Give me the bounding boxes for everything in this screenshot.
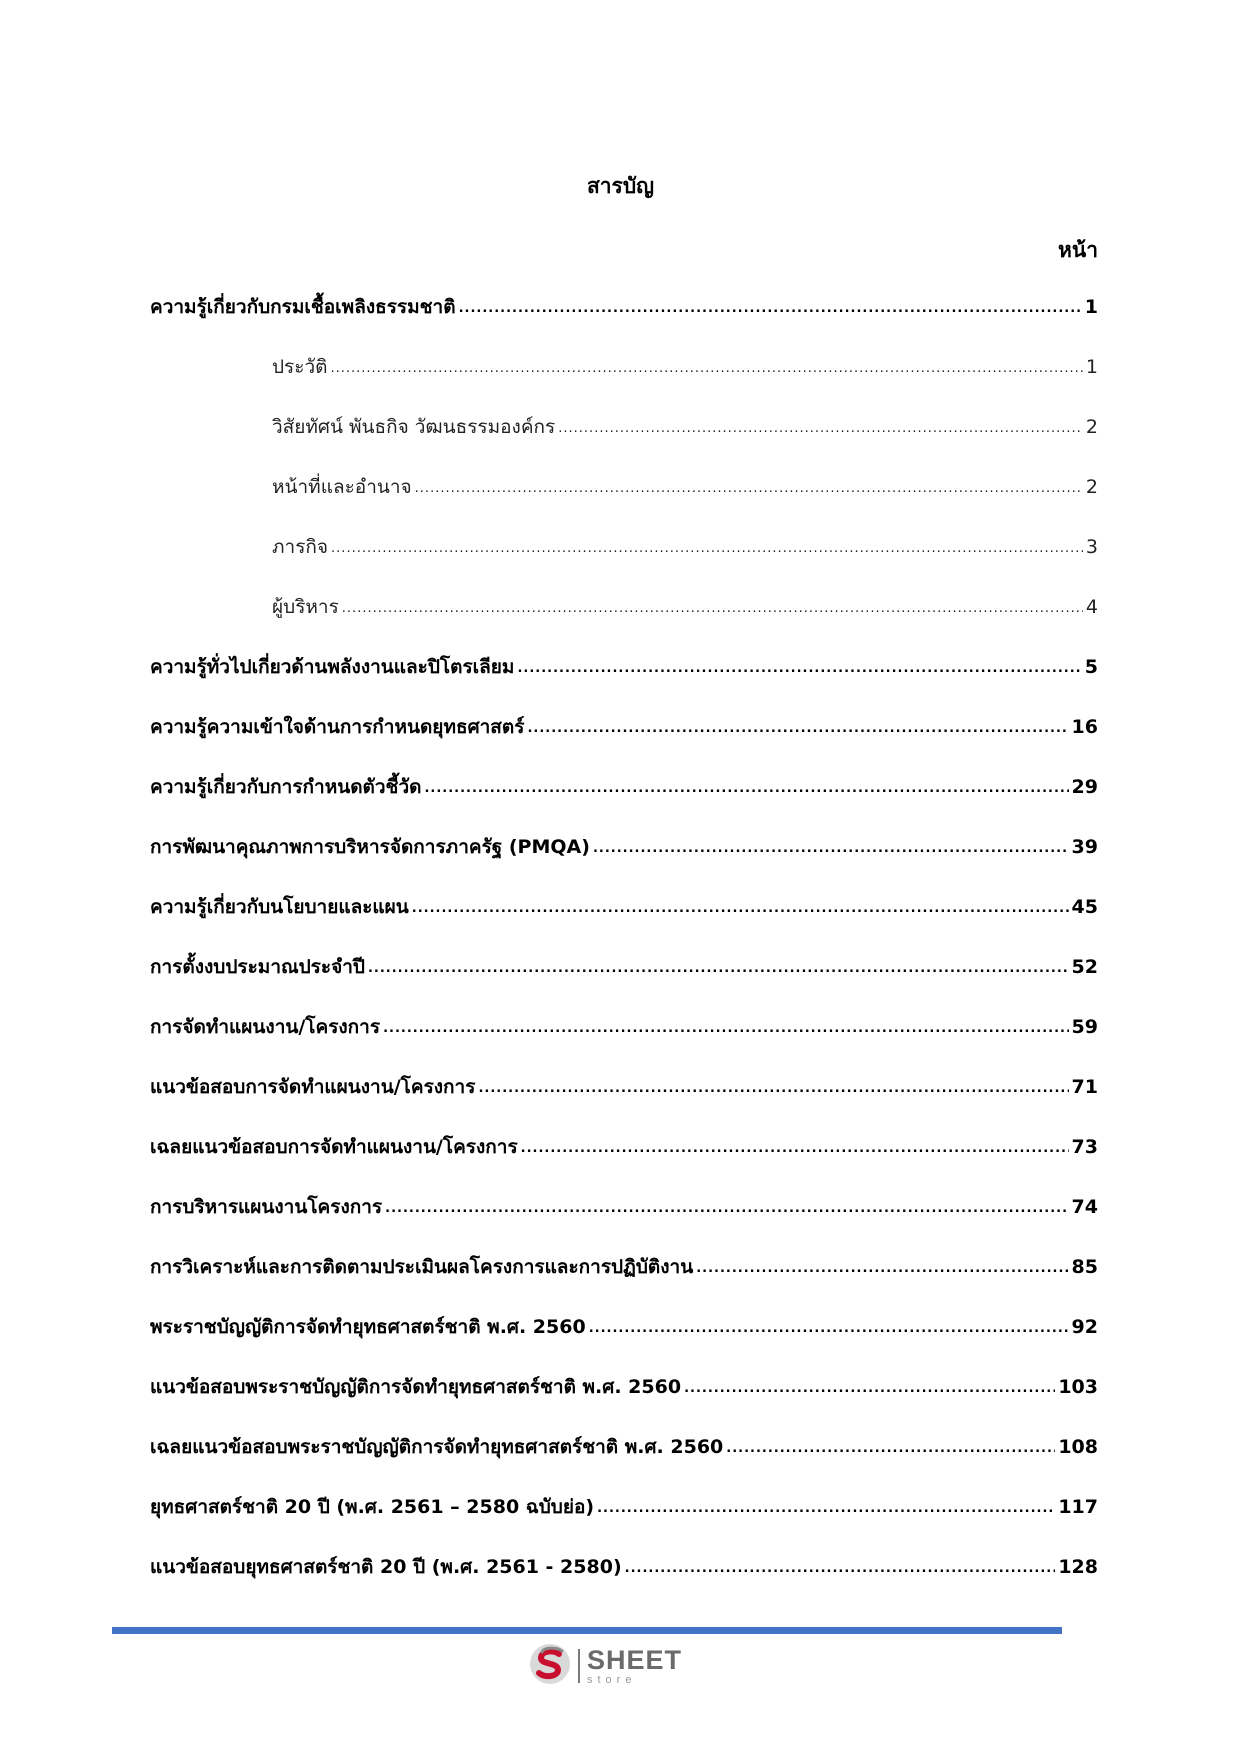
toc-entry-label: พระราชบัญญัติการจัดทำยุทธศาสตร์ชาติ พ.ศ. 2560 xyxy=(150,1316,586,1338)
toc-entry-page: 29 xyxy=(1071,776,1098,798)
toc-entry-label: การจัดทำแผนงาน/โครงการ xyxy=(150,1016,381,1038)
toc-entry-page: 103 xyxy=(1058,1376,1098,1398)
toc-entry-page: 128 xyxy=(1058,1556,1098,1578)
toc-dot-leader xyxy=(589,1314,1069,1344)
toc-entry[interactable] xyxy=(150,772,1098,802)
toc-entry-label: ประวัติ xyxy=(272,356,328,378)
toc-dot-leader xyxy=(527,714,1068,744)
toc-entry[interactable] xyxy=(150,952,1098,982)
logo-sub-text: store xyxy=(587,1673,637,1686)
toc-dot-leader xyxy=(368,954,1069,984)
toc-entry-page: 5 xyxy=(1084,656,1098,678)
toc-dot-leader xyxy=(597,1494,1055,1524)
toc-entry-page: 39 xyxy=(1071,836,1098,858)
toc-subentry[interactable] xyxy=(272,412,1098,442)
toc-subentry[interactable] xyxy=(272,532,1098,562)
toc-entry-label: เฉลยแนวข้อสอบพระราชบัญญัติการจัดทำยุทธศาสตร์ชาติ พ.ศ. 2560 xyxy=(150,1436,724,1458)
toc-entry-label: ภารกิจ xyxy=(272,536,329,558)
toc-entry-label: ความรู้เกี่ยวกับกรมเชื้อเพลิงธรรมชาติ xyxy=(150,296,456,318)
toc-dot-leader xyxy=(521,1134,1069,1164)
toc-entry-page: 4 xyxy=(1085,596,1098,618)
toc-dot-leader xyxy=(412,894,1069,924)
sheetstore-logo xyxy=(528,1644,682,1688)
footer-divider-rule xyxy=(112,1627,1062,1634)
toc-entry[interactable] xyxy=(150,1552,1098,1582)
toc-entry-label: หน้าที่และอำนาจ xyxy=(272,476,412,498)
toc-entry-label: การบริหารแผนงานโครงการ xyxy=(150,1196,383,1218)
toc-entry-page: 52 xyxy=(1071,956,1098,978)
toc-entry[interactable] xyxy=(150,832,1098,862)
toc-entry[interactable] xyxy=(150,1012,1098,1042)
toc-entry-page: 16 xyxy=(1071,716,1098,738)
toc-subentry[interactable] xyxy=(272,352,1098,382)
toc-entry-label: เฉลยแนวข้อสอบการจัดทำแผนงาน/โครงการ xyxy=(150,1136,518,1158)
toc-entry-page: 1 xyxy=(1085,356,1098,378)
toc-dot-leader xyxy=(558,414,1083,444)
toc-entry-page: 85 xyxy=(1071,1256,1098,1278)
toc-entry-label: ความรู้เกี่ยวกับการกำหนดตัวชี้วัด xyxy=(150,776,422,798)
toc-entry-page: 2 xyxy=(1085,416,1098,438)
logo-wordmark xyxy=(587,1644,683,1686)
toc-entry-label: การวิเคราะห์และการติดตามประเมินผลโครงการและการปฏิบัติงาน xyxy=(150,1256,694,1278)
toc-entry-label: ความรู้ทั่วไปเกี่ยวด้านพลังงานและปิโตรเลียม xyxy=(150,656,515,678)
logo-brand-text: SHEET xyxy=(587,1644,683,1675)
toc-entry-page: 92 xyxy=(1071,1316,1098,1338)
toc-entry-page: 45 xyxy=(1071,896,1098,918)
toc-dot-leader xyxy=(342,594,1083,624)
toc-dot-leader xyxy=(385,1194,1068,1224)
toc-dot-leader xyxy=(726,1434,1055,1464)
toc-entry-page: 3 xyxy=(1085,536,1098,558)
toc-entry-label: การตั้งงบประมาณประจำปี xyxy=(150,956,365,978)
toc-entry-label: การพัฒนาคุณภาพการบริหารจัดการภาครัฐ (PMQA) xyxy=(150,836,590,858)
toc-entry-label: ผู้บริหาร xyxy=(272,596,339,618)
toc-entry-page: 73 xyxy=(1071,1136,1098,1158)
toc-entry[interactable] xyxy=(150,1072,1098,1102)
toc-subentry[interactable] xyxy=(272,472,1098,502)
toc-entry-label: แนวข้อสอบยุทธศาสตร์ชาติ 20 ปี (พ.ศ. 2561 - 2580) xyxy=(150,1556,622,1578)
toc-entry[interactable] xyxy=(150,1132,1098,1162)
toc-entry-label: ความรู้เกี่ยวกับนโยบายและแผน xyxy=(150,896,409,918)
toc-entry-page: 59 xyxy=(1071,1016,1098,1038)
toc-dot-leader xyxy=(424,774,1068,804)
toc-dot-leader xyxy=(517,654,1081,684)
toc-entry-label: วิสัยทัศน์ พันธกิจ วัฒนธรรมองค์กร xyxy=(272,416,556,438)
toc-entry-page: 108 xyxy=(1058,1436,1098,1458)
sheetstore-s-logo-icon xyxy=(528,1642,572,1690)
logo-divider xyxy=(578,1649,580,1683)
toc-entry[interactable] xyxy=(150,1492,1098,1522)
toc-dot-leader xyxy=(593,834,1069,864)
toc-dot-leader xyxy=(330,354,1082,384)
toc-entry[interactable] xyxy=(150,1192,1098,1222)
toc-dot-leader xyxy=(415,474,1083,504)
toc-entry[interactable] xyxy=(150,1312,1098,1342)
toc-dot-leader xyxy=(383,1014,1068,1044)
toc-entry-label: ความรู้ความเข้าใจด้านการกำหนดยุทธศาสตร์ xyxy=(150,716,525,738)
toc-entry-label: แนวข้อสอบการจัดทำแผนงาน/โครงการ xyxy=(150,1076,476,1098)
page-column-header: หน้า xyxy=(1058,238,1098,262)
toc-entry-label: ยุทธศาสตร์ชาติ 20 ปี (พ.ศ. 2561 – 2580 ฉบับย่อ) xyxy=(150,1496,595,1518)
toc-dot-leader xyxy=(625,1554,1056,1584)
toc-entry[interactable] xyxy=(150,292,1098,322)
toc-dot-leader xyxy=(696,1254,1068,1284)
toc-subentry[interactable] xyxy=(272,592,1098,622)
toc-dot-leader xyxy=(459,294,1082,324)
toc-dot-leader xyxy=(684,1374,1055,1404)
toc-entry-page: 1 xyxy=(1084,296,1098,318)
toc-entry[interactable] xyxy=(150,712,1098,742)
toc-entry[interactable] xyxy=(150,652,1098,682)
toc-entry[interactable] xyxy=(150,1252,1098,1282)
toc-entry-page: 71 xyxy=(1071,1076,1098,1098)
toc-dot-leader xyxy=(331,534,1083,564)
toc-entry[interactable] xyxy=(150,892,1098,922)
toc-entry-label: แนวข้อสอบพระราชบัญญัติการจัดทำยุทธศาสตร์ชาติ พ.ศ. 2560 xyxy=(150,1376,682,1398)
toc-entry-page: 117 xyxy=(1058,1496,1098,1518)
page-title: สารบัญ xyxy=(586,174,655,198)
toc-entry-page: 2 xyxy=(1085,476,1098,498)
toc-entry-page: 74 xyxy=(1071,1196,1098,1218)
toc-entry[interactable] xyxy=(150,1372,1098,1402)
toc-dot-leader xyxy=(478,1074,1068,1104)
toc-entry[interactable] xyxy=(150,1432,1098,1462)
